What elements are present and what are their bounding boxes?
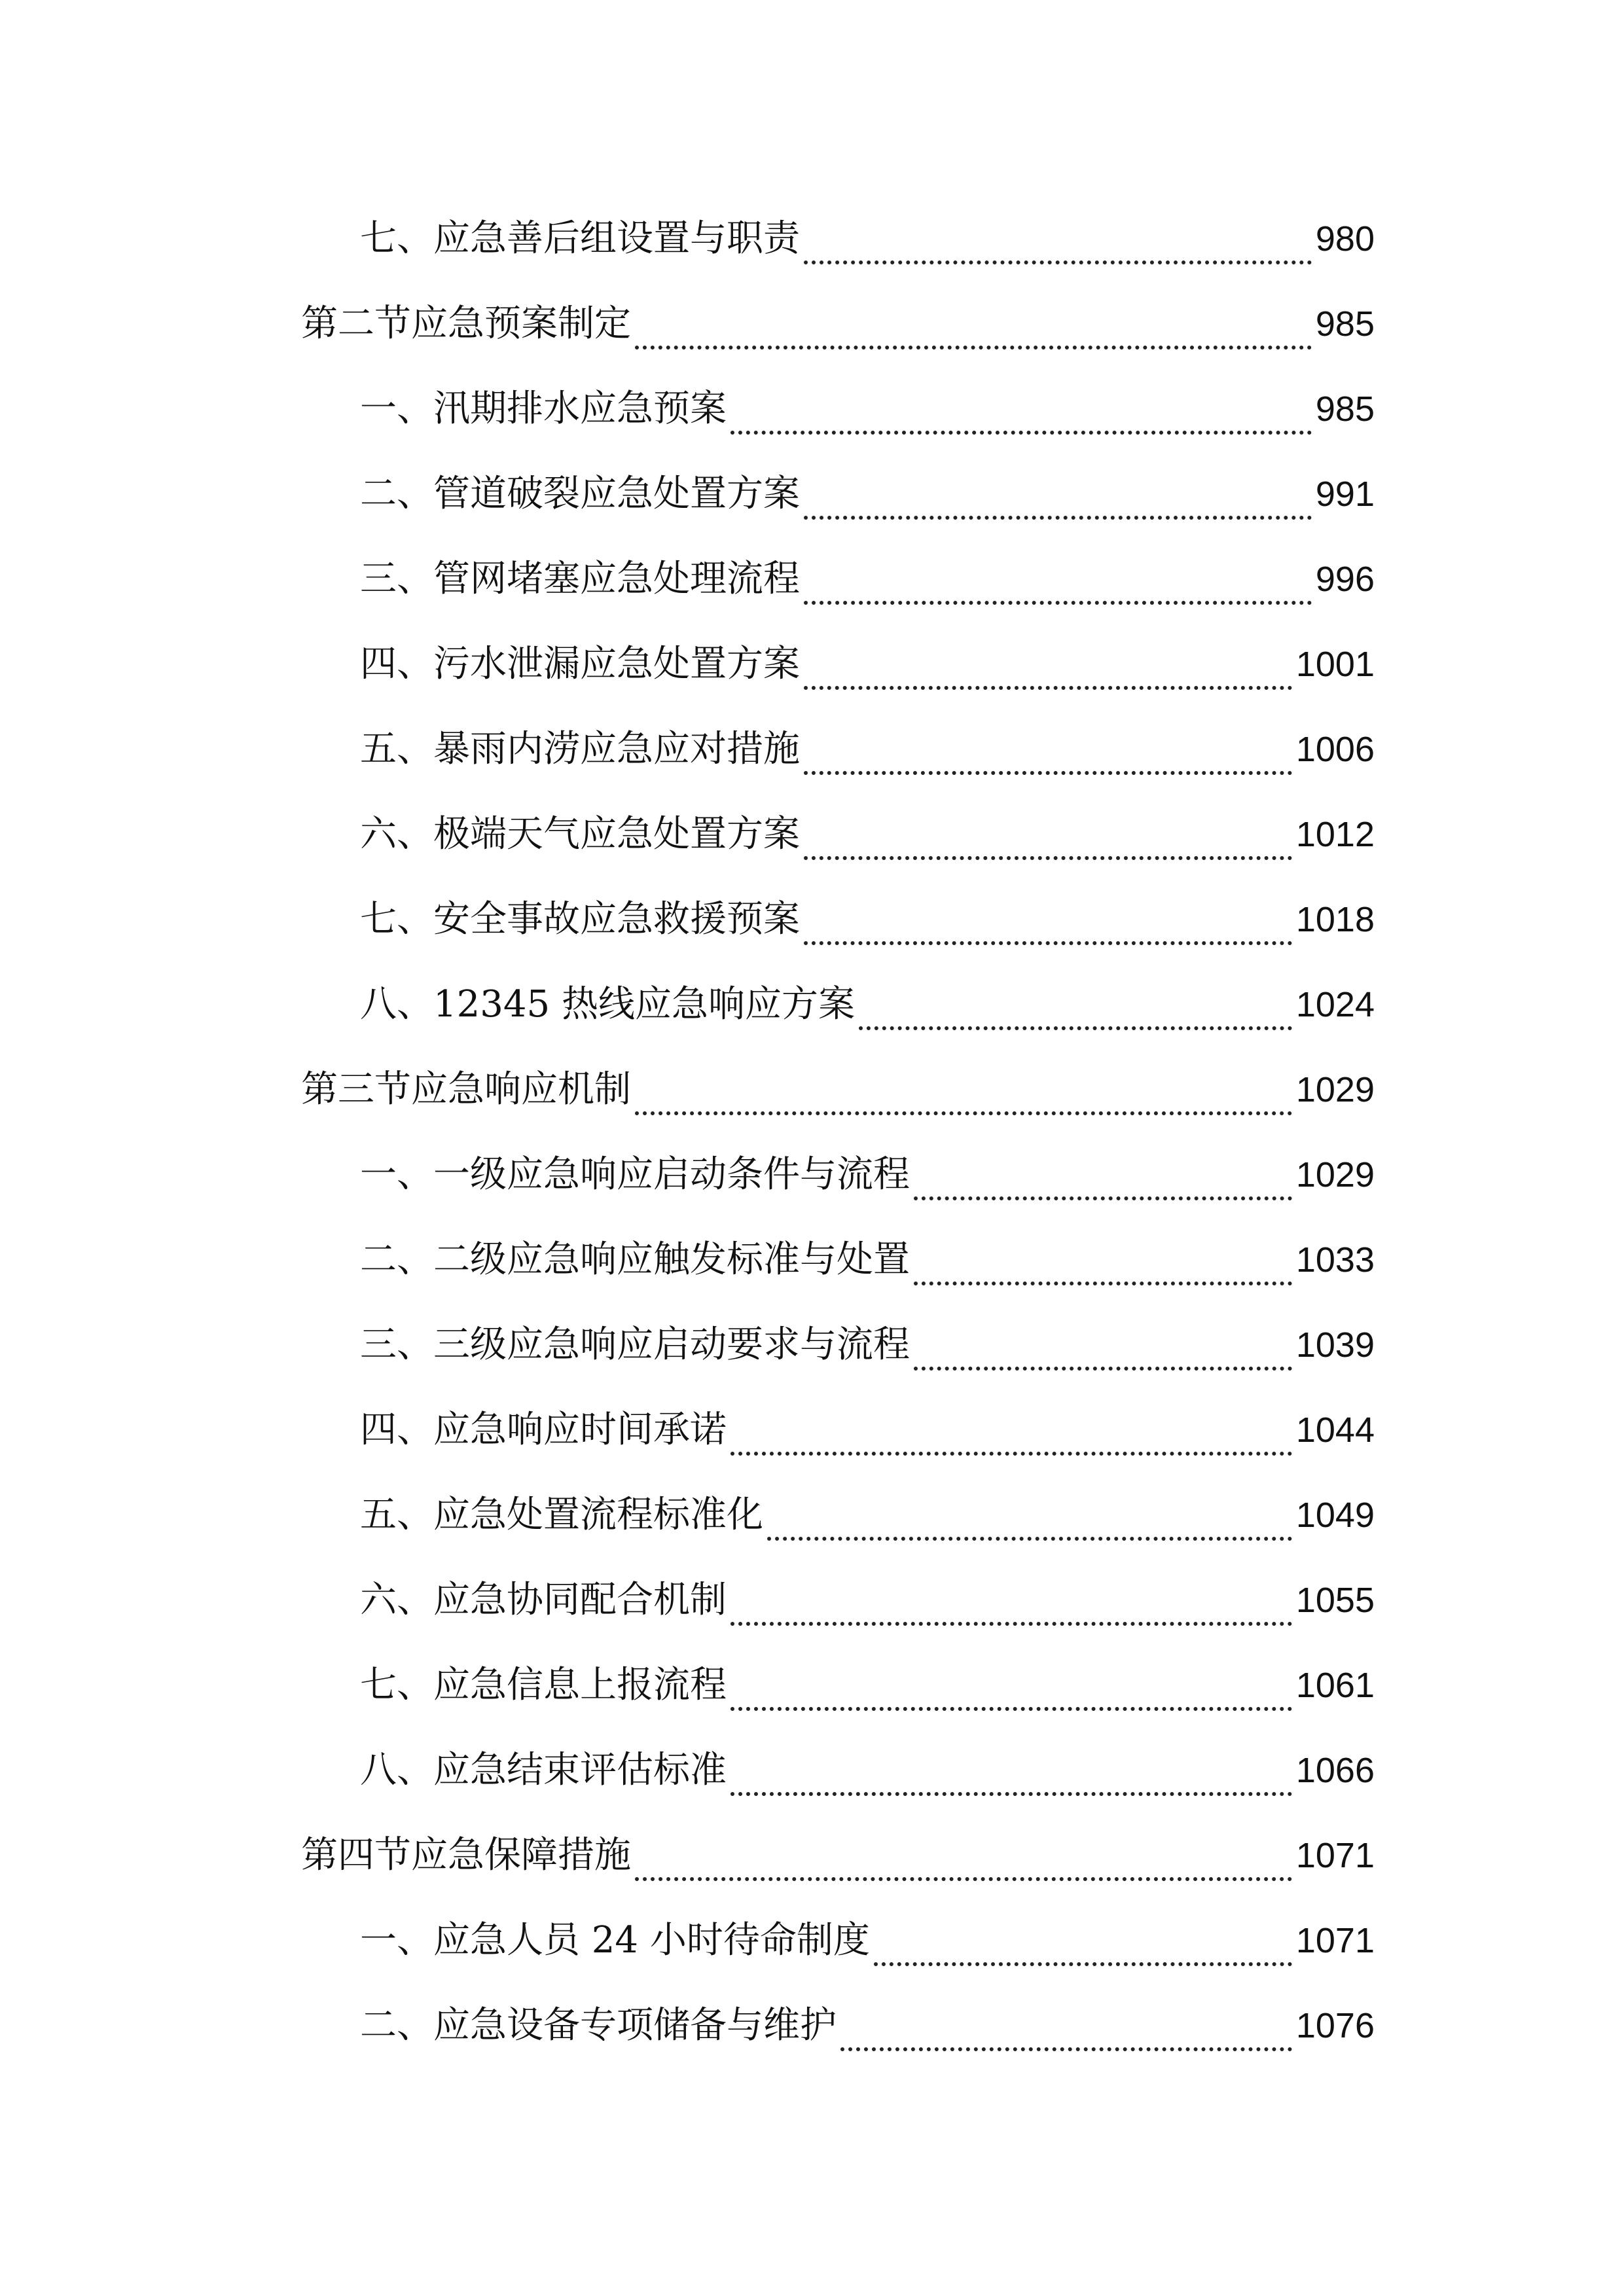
toc-entry-title: 八、12345 热线应急响应方案 — [360, 983, 855, 1026]
toc-entry-title: 五、应急处置流程标准化 — [360, 1494, 763, 1536]
toc-entry-title: 一、一级应急响应启动条件与流程 — [360, 1153, 910, 1196]
toc-entry[interactable] — [301, 1898, 1375, 1983]
toc-entry-title: 六、极端天气应急处置方案 — [360, 813, 800, 855]
toc-entry[interactable] — [301, 707, 1375, 792]
toc-dot-leader — [804, 564, 1312, 605]
toc-dot-leader — [731, 1670, 1292, 1711]
toc-entry[interactable] — [301, 452, 1375, 537]
toc-dot-leader — [804, 905, 1292, 945]
toc-dot-leader — [635, 1840, 1292, 1881]
toc-entry-title: 六、应急协同配合机制 — [360, 1579, 727, 1621]
toc-entry[interactable] — [301, 1983, 1375, 2068]
toc-entry-title: 四、应急响应时间承诺 — [360, 1408, 727, 1451]
toc-entry-page: 1066 — [1295, 1751, 1375, 1790]
toc-entry-page: 1012 — [1295, 815, 1375, 854]
toc-dot-leader — [731, 1585, 1292, 1626]
toc-dot-leader — [859, 990, 1292, 1030]
toc-entry-title: 七、应急信息上报流程 — [360, 1664, 727, 1706]
toc-dot-leader — [804, 819, 1292, 860]
toc-entry[interactable] — [301, 877, 1375, 962]
toc-entry[interactable] — [301, 196, 1375, 281]
toc-dot-leader — [914, 1330, 1292, 1371]
toc-dot-leader — [635, 1075, 1292, 1115]
toc-entry-title: 八、应急结束评估标准 — [360, 1749, 727, 1791]
toc-entry-title: 七、应急善后组设置与职责 — [360, 217, 800, 260]
toc-entry-title: 五、暴雨内涝应急应对措施 — [360, 728, 800, 770]
toc-entry[interactable] — [301, 1813, 1375, 1898]
toc-entry-page: 1076 — [1295, 2006, 1375, 2045]
toc-entry-title: 三、三级应急响应启动要求与流程 — [360, 1323, 910, 1366]
table-of-contents — [301, 196, 1375, 2068]
toc-dot-leader — [914, 1245, 1292, 1285]
toc-entry-page: 1029 — [1295, 1070, 1375, 1109]
toc-entry-page: 1001 — [1295, 645, 1375, 684]
toc-entry[interactable] — [301, 1302, 1375, 1388]
toc-dot-leader — [731, 394, 1312, 435]
toc-entry[interactable] — [301, 1558, 1375, 1643]
toc-entry-title: 二、应急设备专项储备与维护 — [360, 2004, 837, 2047]
toc-entry-page: 1071 — [1295, 1921, 1375, 1960]
toc-entry-title: 二、管道破裂应急处置方案 — [360, 473, 800, 515]
toc-entry-title: 一、汛期排水应急预案 — [360, 387, 727, 430]
toc-entry-title: 第三节应急响应机制 — [301, 1068, 631, 1111]
toc-entry-page: 985 — [1315, 304, 1375, 344]
toc-entry-page: 1055 — [1295, 1581, 1375, 1620]
toc-entry-page: 1044 — [1295, 1410, 1375, 1450]
toc-entry-page: 991 — [1315, 475, 1375, 514]
toc-entry[interactable] — [301, 622, 1375, 707]
toc-entry[interactable] — [301, 281, 1375, 367]
toc-dot-leader — [874, 1926, 1292, 1966]
toc-entry[interactable] — [301, 1728, 1375, 1813]
toc-entry-title: 第二节应急预案制定 — [301, 302, 631, 345]
toc-dot-leader — [804, 649, 1292, 690]
toc-dot-leader — [804, 734, 1292, 775]
toc-dot-leader — [840, 2011, 1292, 2051]
toc-entry[interactable] — [301, 1643, 1375, 1728]
toc-entry[interactable] — [301, 1473, 1375, 1558]
toc-entry-title: 一、应急人员 24 小时待命制度 — [360, 1919, 870, 1962]
toc-entry-page: 1029 — [1295, 1155, 1375, 1194]
toc-entry[interactable] — [301, 1217, 1375, 1302]
toc-dot-leader — [731, 1415, 1292, 1456]
toc-entry-title: 三、管网堵塞应急处理流程 — [360, 558, 800, 600]
toc-dot-leader — [731, 1755, 1292, 1796]
toc-entry-page: 1018 — [1295, 900, 1375, 939]
toc-entry[interactable] — [301, 792, 1375, 877]
toc-entry[interactable] — [301, 367, 1375, 452]
toc-dot-leader — [804, 479, 1312, 520]
toc-entry-page: 985 — [1315, 389, 1375, 429]
toc-entry-title: 四、污水泄漏应急处置方案 — [360, 643, 800, 685]
toc-dot-leader — [767, 1500, 1292, 1541]
toc-entry[interactable] — [301, 962, 1375, 1047]
toc-entry-page: 1061 — [1295, 1666, 1375, 1705]
toc-entry[interactable] — [301, 1388, 1375, 1473]
toc-dot-leader — [804, 224, 1312, 264]
toc-entry-page: 1049 — [1295, 1496, 1375, 1535]
toc-entry-page: 980 — [1315, 219, 1375, 259]
toc-dot-leader — [635, 309, 1312, 350]
toc-entry-page: 1071 — [1295, 1836, 1375, 1875]
toc-entry[interactable] — [301, 537, 1375, 622]
toc-entry-page: 996 — [1315, 560, 1375, 599]
toc-entry-page: 1033 — [1295, 1240, 1375, 1280]
toc-entry-page: 1039 — [1295, 1325, 1375, 1365]
toc-entry-title: 七、安全事故应急救援预案 — [360, 898, 800, 941]
toc-dot-leader — [914, 1160, 1292, 1200]
toc-entry-title: 第四节应急保障措施 — [301, 1834, 631, 1876]
toc-entry[interactable] — [301, 1047, 1375, 1132]
toc-entry[interactable] — [301, 1132, 1375, 1217]
toc-entry-page: 1024 — [1295, 985, 1375, 1024]
toc-entry-page: 1006 — [1295, 730, 1375, 769]
toc-entry-title: 二、二级应急响应触发标准与处置 — [360, 1238, 910, 1281]
